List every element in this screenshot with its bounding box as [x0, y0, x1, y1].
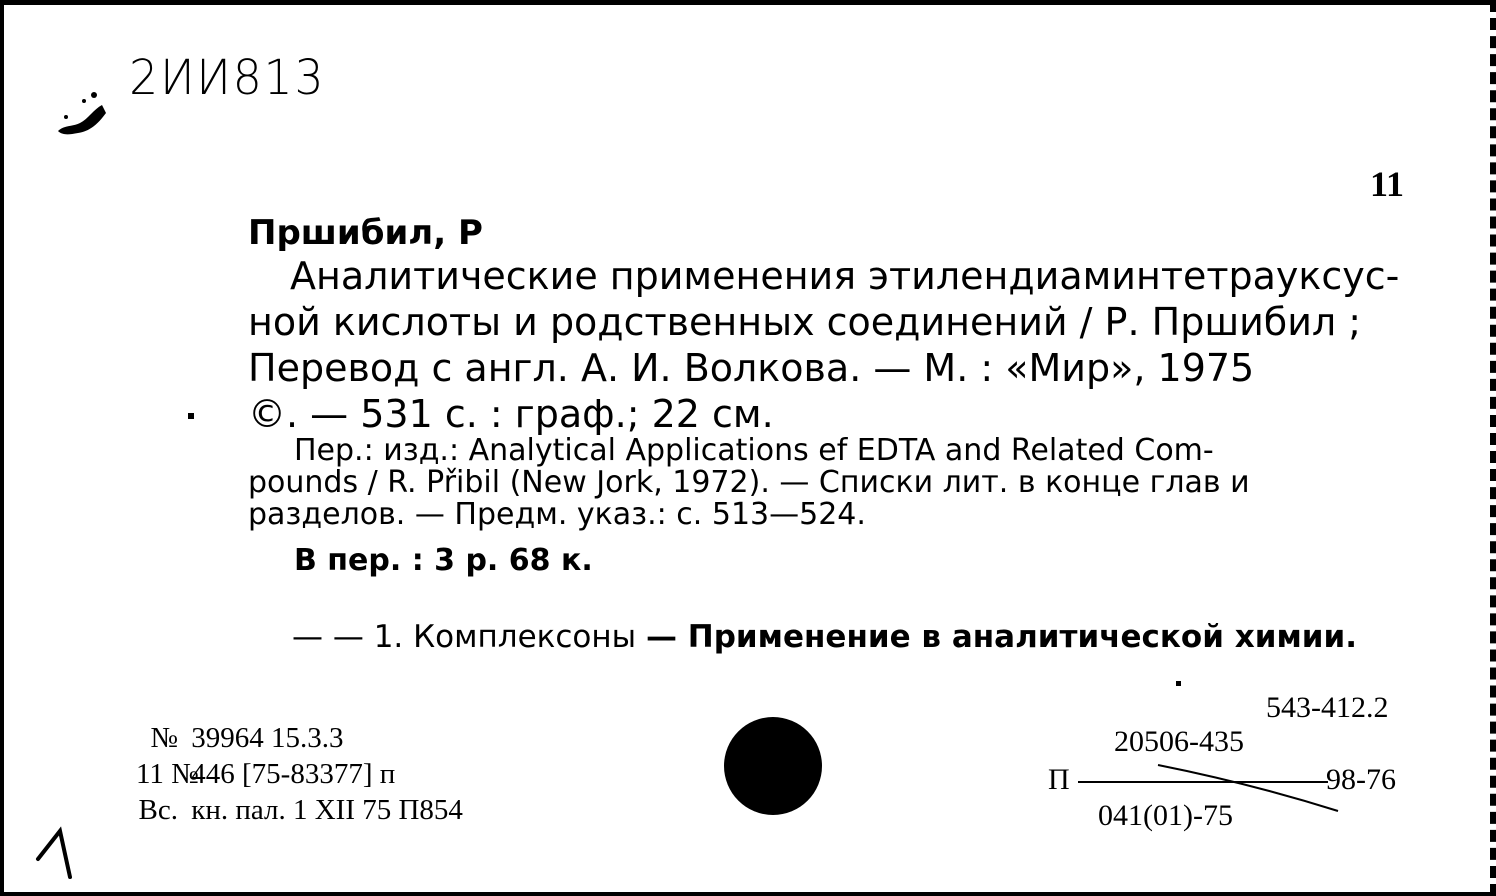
accession-text: 446 [75-83377] п	[191, 758, 396, 790]
classification-code: 543-412.2	[1266, 691, 1389, 724]
accession-prefix: №	[150, 722, 178, 754]
note-line-1: Пер.: изд.: Analytical Applications ef EDTA and Related Com-	[294, 433, 1214, 468]
note-line-2: pounds / R. Přibil (New Jork, 1972). — Списки лит. в конце глав и	[248, 465, 1250, 500]
publisher-code-block	[1048, 725, 1418, 835]
shelf-mark-top: 11	[1369, 164, 1404, 204]
description-line-1: Аналитические применения этилендиаминтетрауксус-	[290, 254, 1400, 298]
subject-heading	[292, 619, 1357, 655]
accession-text: кн. пал. 1 XII 75 П854	[191, 794, 463, 826]
description-line-3: Перевод с англ. А. И. Волкова. — М. : «Мир», 1975	[248, 346, 1255, 390]
stray-mark	[188, 413, 194, 419]
bibliographic-description	[248, 253, 1418, 437]
price-line: В пер. : 3 р. 68 к.	[294, 543, 593, 578]
description-line-2: ной кислоты и родственных соединений / Р. Пршибил ;	[248, 300, 1362, 344]
author-heading: Пршибил, Р	[248, 213, 483, 253]
code-prefix: П	[1048, 763, 1070, 796]
card-punch-hole	[724, 717, 822, 815]
accession-prefix: Вс.	[138, 794, 178, 826]
subject-rest: — Применение в аналитической химии.	[646, 619, 1358, 655]
accession-prefix: 11 №	[136, 758, 199, 790]
ink-blot-mark	[54, 87, 112, 137]
note-line-3: разделов. — Предм. указ.: с. 513—524.	[248, 497, 866, 532]
translation-note	[248, 435, 1408, 531]
accession-row	[136, 792, 463, 828]
subject-prefix: — — 1. Комплексоны	[292, 619, 637, 655]
accession-text: 39964 15.3.3	[191, 722, 344, 754]
code-right: 98-76	[1326, 763, 1396, 796]
code-top: 20506-435	[1114, 725, 1244, 758]
accession-row	[136, 756, 463, 792]
description-line-4: ©. — 531 с. : граф.; 22 см.	[248, 392, 774, 436]
code-bottom: 041(01)-75	[1098, 799, 1233, 832]
accession-row	[136, 720, 463, 756]
accession-block	[136, 720, 463, 828]
handwritten-inventory-number: 2ИИ813	[129, 50, 326, 106]
stray-mark	[1176, 681, 1181, 686]
handwritten-number-one	[30, 823, 90, 883]
